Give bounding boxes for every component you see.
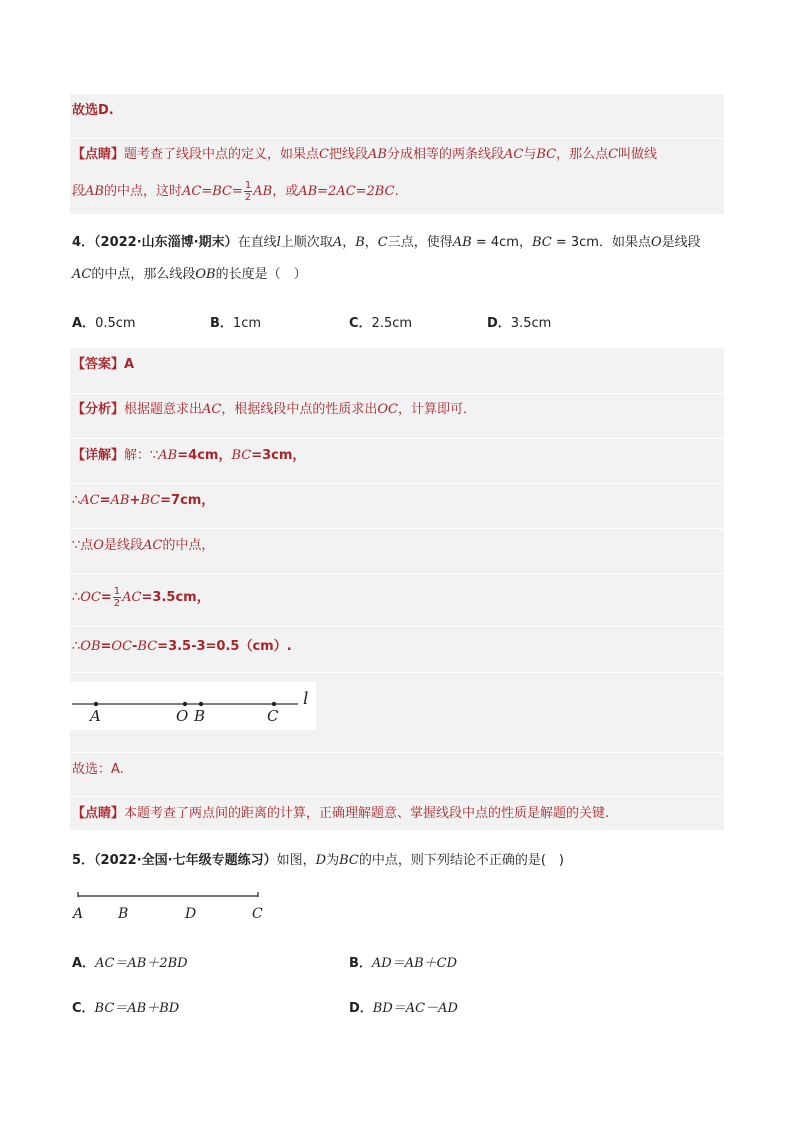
var: AB — [158, 448, 178, 463]
label-a: A — [73, 906, 84, 922]
text: = — [100, 590, 112, 605]
figure-background — [70, 682, 316, 730]
choose-text: 故选D. — [72, 103, 114, 118]
separator — [70, 438, 724, 439]
separator — [70, 752, 724, 753]
separator — [70, 573, 724, 574]
q4-number-line-figure — [70, 682, 316, 730]
var: OB — [195, 267, 216, 282]
option-value: BD＝AC－AD — [372, 1001, 458, 1016]
point-o — [183, 702, 187, 706]
text: ， — [518, 235, 532, 250]
text: 的中点， — [162, 538, 215, 553]
var: AB — [110, 493, 130, 508]
option-value: 2.5cm — [371, 316, 413, 331]
separator — [70, 796, 724, 797]
text: ，或 — [272, 184, 299, 199]
text: =7cm， — [160, 493, 215, 508]
q4-stem-line-2 — [72, 266, 307, 284]
var: C — [608, 147, 619, 162]
q4-analysis-line — [72, 401, 476, 419]
text: = — [100, 639, 112, 654]
var: C — [377, 235, 388, 250]
q4-comment-line — [72, 805, 609, 823]
text: 与 — [523, 147, 537, 162]
var: AC — [72, 267, 92, 282]
q4-option-b[interactable] — [210, 312, 261, 331]
text: 在直线 — [237, 235, 277, 250]
text: = — [99, 493, 111, 508]
q4-answer-line — [72, 356, 134, 374]
text: 的中点，那么线段 — [91, 267, 196, 282]
var: OB — [80, 639, 101, 654]
comment-line-1 — [72, 146, 657, 164]
option-label: B． — [210, 316, 233, 331]
var: AB — [253, 184, 273, 199]
option-value: 1cm — [232, 316, 262, 331]
text: 的中点，这时 — [103, 184, 182, 199]
label-b: B — [194, 707, 206, 725]
fraction — [244, 180, 252, 203]
text: 把线段 — [328, 147, 368, 162]
question-number: 5．（2022·全国·七年级专题练习） — [72, 853, 277, 868]
var: BC — [536, 147, 557, 162]
var: C — [319, 147, 329, 162]
var: OC — [377, 402, 398, 417]
detail-tag: 【详解】 — [72, 448, 125, 463]
text: + — [129, 493, 141, 508]
separator — [70, 483, 724, 484]
point-a — [94, 702, 98, 706]
q5-option-b[interactable] — [349, 952, 457, 971]
point-b — [199, 702, 203, 706]
text: 三点，使得 — [387, 235, 453, 250]
comment-tag: 【点睛】 — [72, 147, 125, 162]
var: AC — [503, 147, 524, 162]
q4-option-a[interactable] — [72, 312, 136, 331]
var: O — [651, 235, 662, 250]
choose-d-line — [72, 102, 114, 120]
text: - — [132, 639, 138, 654]
q4-option-d[interactable] — [487, 312, 551, 331]
text: 为 — [326, 853, 340, 868]
comment-line-2 — [72, 180, 399, 203]
fraction — [113, 586, 121, 609]
var: OC — [111, 639, 133, 654]
point-c — [272, 702, 276, 706]
text: ∴ — [72, 493, 81, 508]
text: 上顺次取 — [280, 235, 333, 250]
q5-stem — [72, 852, 564, 870]
var: AC — [202, 402, 222, 417]
text: 段 — [72, 184, 86, 199]
text: ∴ — [72, 639, 81, 654]
text: 如图， — [276, 853, 316, 868]
option-label: A． — [72, 956, 96, 971]
var: O — [93, 538, 104, 553]
q4-choose-line — [72, 761, 124, 779]
var: AC — [122, 590, 142, 605]
q4-detail-line-3 — [72, 537, 214, 555]
var: l — [276, 235, 281, 250]
q5-option-a[interactable] — [72, 952, 188, 971]
text: 的中点，则下列结论不正确的是( ) — [358, 853, 564, 868]
text: = 3cm — [551, 235, 599, 250]
separator — [70, 626, 724, 627]
q4-option-c[interactable] — [349, 312, 412, 331]
var: OC — [80, 590, 101, 605]
answer-tag: 【答案】 — [72, 357, 125, 372]
separator — [70, 138, 724, 139]
option-value: AD＝AB＋CD — [371, 956, 458, 971]
label-l: l — [303, 689, 309, 709]
text: 叫做线 — [618, 147, 658, 162]
comment-tag: 【点睛】 — [72, 806, 125, 821]
text: ，根据线段中点的性质求出 — [221, 402, 378, 417]
text: ∴ — [72, 590, 81, 605]
text: =3cm， — [251, 448, 306, 463]
q5-segment-figure — [70, 888, 280, 924]
separator — [70, 672, 724, 673]
var: AB — [85, 184, 104, 199]
option-label: B． — [349, 956, 372, 971]
text: ， — [342, 235, 356, 250]
var: BC — [137, 639, 158, 654]
text: ，那么点 — [556, 147, 609, 162]
option-value: BC＝AB＋BD — [94, 1001, 180, 1016]
question-number: 4．（2022·山东淄博·期末） — [72, 235, 238, 250]
label-d: D — [185, 906, 197, 922]
text: ．如果点 — [598, 235, 651, 250]
option-value: 3.5cm — [510, 316, 552, 331]
separator — [70, 528, 724, 529]
text: ， — [364, 235, 378, 250]
text: 的长度是（ ） — [215, 267, 307, 282]
text: 题考查了线段中点的定义，如果点 — [124, 147, 320, 162]
option-value: 0.5cm — [95, 316, 136, 331]
label-o: O — [176, 707, 189, 725]
text: . — [394, 184, 399, 199]
text: =4cm， — [177, 448, 232, 463]
option-label: A． — [72, 316, 96, 331]
var: B — [355, 235, 365, 250]
denominator: 2 — [113, 598, 121, 609]
var: AC=BC= — [181, 184, 243, 199]
answer-value: A — [124, 357, 135, 372]
label-a: A — [90, 707, 101, 725]
var: BC — [140, 493, 161, 508]
text: 是线段 — [661, 235, 701, 250]
q4-detail-line-4 — [72, 586, 210, 609]
text: ，计算即可． — [398, 402, 477, 417]
numerator: 1 — [244, 180, 252, 191]
text: 根据题意求出 — [124, 402, 203, 417]
choose-text: 故选：A. — [72, 762, 124, 777]
var: AC — [142, 538, 163, 553]
var: AB — [452, 235, 472, 250]
q4-detail-line-1 — [72, 447, 305, 465]
q4-detail-line-5 — [72, 638, 292, 656]
q4-stem-line-1 — [72, 234, 701, 252]
var: BC — [531, 235, 552, 250]
numerator: 1 — [113, 586, 121, 597]
var: BC — [231, 448, 252, 463]
label-c: C — [252, 906, 263, 922]
q5-option-c[interactable] — [72, 997, 179, 1016]
var: A — [332, 235, 343, 250]
var: AB=2AC=2BC — [298, 184, 395, 199]
var: AB — [368, 147, 387, 162]
text: =3.5cm， — [141, 590, 210, 605]
text: 分成相等的两条线段 — [386, 147, 504, 162]
option-label: C． — [72, 1001, 95, 1016]
text: 是线段 — [103, 538, 143, 553]
q4-detail-line-2 — [72, 492, 214, 510]
var: BC — [339, 853, 359, 868]
option-label: D． — [487, 316, 511, 331]
label-c: C — [267, 707, 279, 725]
var: D — [315, 853, 327, 868]
denominator: 2 — [244, 192, 252, 203]
option-value: AC＝AB＋2BD — [95, 956, 188, 971]
comment-text: 本题考查了两点间的距离的计算，正确理解题意、掌握线段中点的性质是解题的关键. — [124, 806, 610, 821]
text: 解：∵ — [124, 448, 159, 463]
separator — [70, 393, 724, 394]
label-b: B — [118, 906, 129, 922]
q5-option-d[interactable] — [349, 997, 458, 1016]
analysis-tag: 【分析】 — [72, 402, 125, 417]
option-label: D． — [349, 1001, 373, 1016]
text: ∵点 — [72, 538, 94, 553]
option-label: C． — [349, 316, 372, 331]
var: AC — [80, 493, 100, 508]
text: =3.5-3=0.5（cm）. — [157, 639, 292, 654]
text: = 4cm — [471, 235, 519, 250]
